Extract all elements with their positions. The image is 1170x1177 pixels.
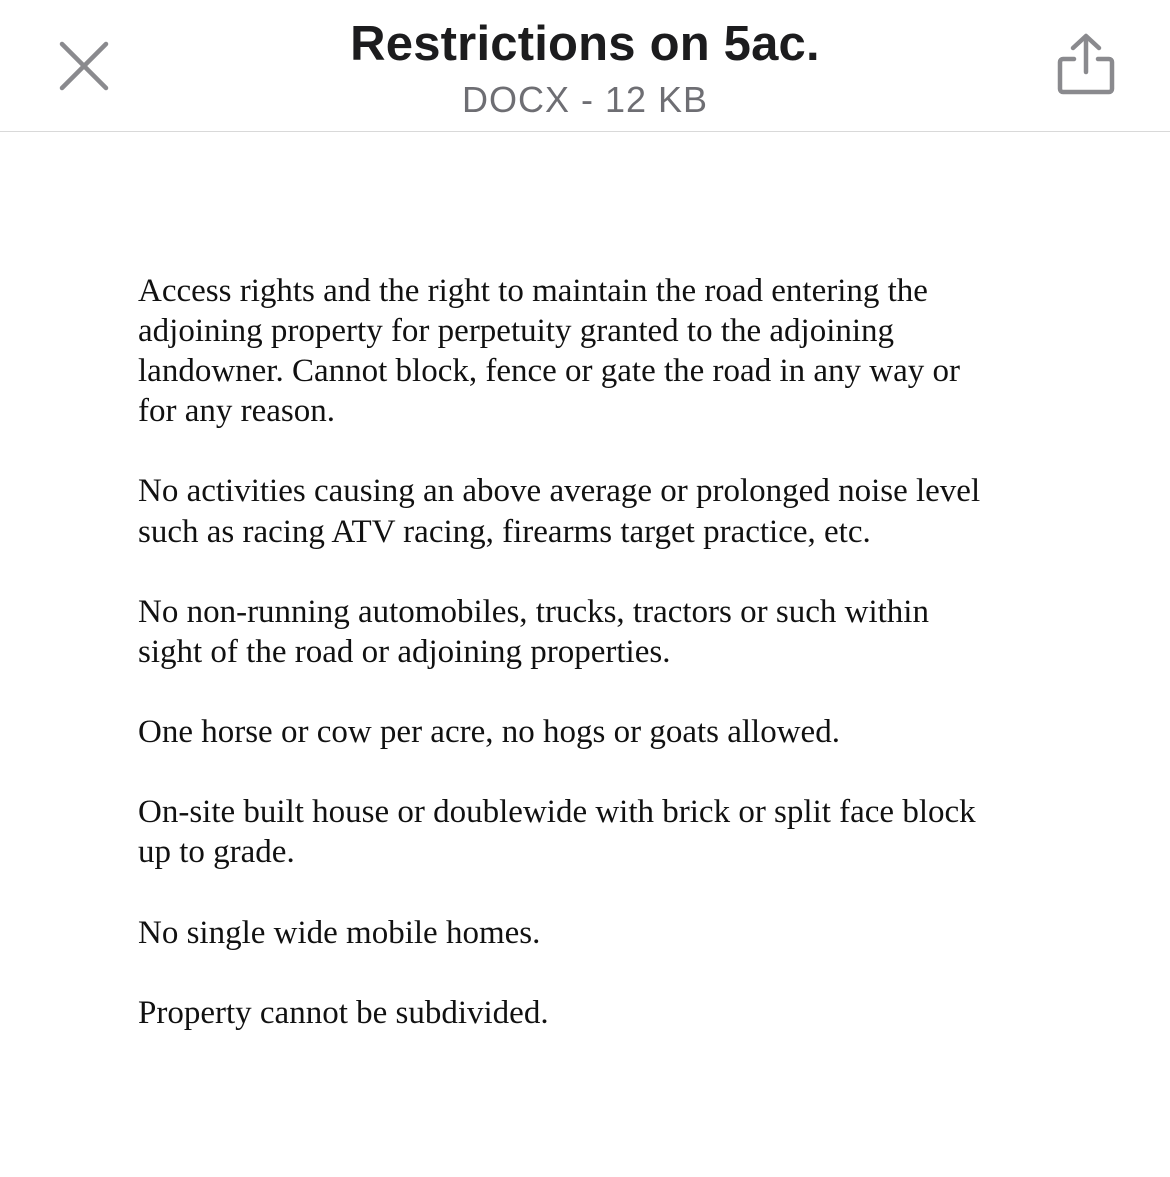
paragraph-livestock: One horse or cow per acre, no hogs or goats allowed. (138, 714, 840, 751)
close-button[interactable] (54, 36, 114, 96)
paragraph-vehicles: No non-running automobiles, trucks, tractors or such within sight of the road or adjoining properties. (138, 593, 929, 670)
share-icon (1056, 32, 1116, 96)
close-icon (58, 40, 110, 92)
share-button[interactable] (1052, 30, 1120, 98)
document-title: Restrictions on 5ac. (350, 17, 820, 71)
paragraph-access-rights: Access rights and the right to maintain the road entering the adjoining property for perpetuity granted to the adjoining landowner. Cannot block, fence or gate the road in any way or for any reason. (138, 273, 960, 430)
paragraph-house-type: On-site built house or doublewide with brick or split face block up to grade. (138, 794, 976, 871)
title-block (200, 14, 970, 122)
viewer-header (0, 0, 1170, 132)
document-meta: DOCX - 12 KB (461, 79, 709, 120)
document-body (138, 271, 1038, 1073)
paragraph-noise: No activities causing an above average or prolonged noise level such as racing ATV racing, firearms target practice, etc. (138, 473, 981, 550)
paragraph-mobile-homes: No single wide mobile homes. (138, 914, 541, 951)
paragraph-subdivision: Property cannot be subdivided. (138, 994, 549, 1031)
